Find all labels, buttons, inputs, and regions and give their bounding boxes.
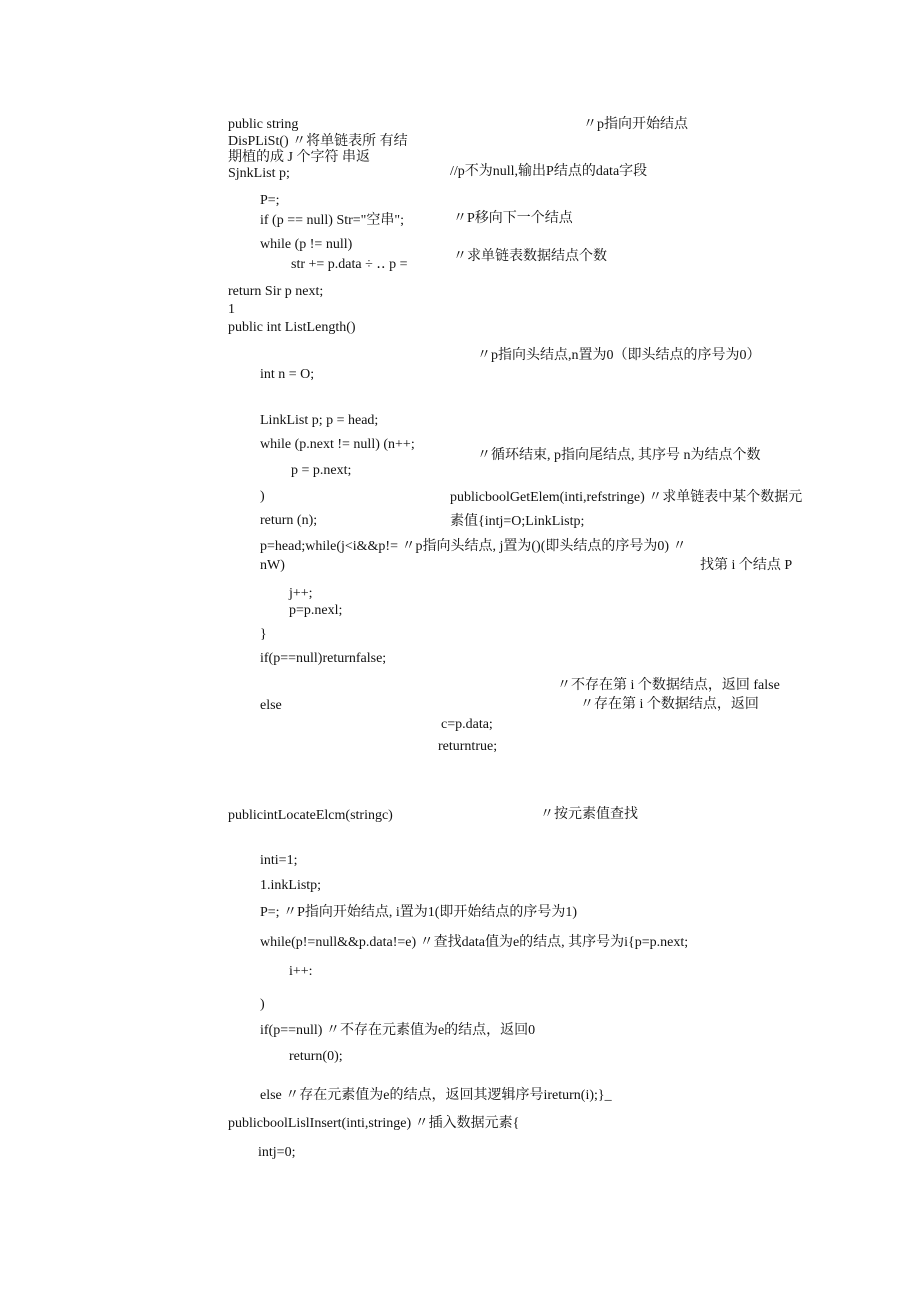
code-line: inti=1;: [260, 853, 298, 868]
code-line: c=p.data;: [441, 717, 493, 732]
code-line: }: [260, 627, 267, 642]
code-comment: 找第 i 个结点 P: [700, 558, 793, 573]
code-line: if (p == null) Str="空串";: [260, 213, 404, 228]
code-line: return Sir p next;: [228, 284, 324, 299]
code-line: while(p!=null&&p.data!=e) 〃查找data值为e的结点, 其序号为i{p=p.next;: [260, 935, 689, 950]
code-line: LinkList p; p = head;: [260, 413, 379, 428]
code-line: return (n);: [260, 513, 318, 528]
code-comment: 〃循环结束, p指向尾结点, 其序号 n为结点个数: [477, 448, 761, 463]
code-line: public string: [228, 117, 299, 132]
code-line: while (p.next != null) (n++;: [260, 437, 415, 452]
code-comment: //p不为null,输出P结点的data字段: [450, 164, 648, 179]
code-line: 期植的成 J 个字符 串返: [228, 150, 370, 165]
code-line: P=; 〃P指向开始结点, i置为1(即开始结点的序号为1): [260, 905, 578, 920]
code-line: publicboolLislInsert(inti,stringe) 〃插入数据元素{: [228, 1116, 520, 1131]
code-line: nW): [260, 558, 285, 573]
code-line: publicboolGetElem(inti,refstringe) 〃求单链表中某个数据元: [450, 490, 803, 505]
code-comment: 〃按元素值查找: [540, 807, 638, 822]
code-line: if(p==null)returnfalse;: [260, 651, 387, 666]
code-line: while (p != null): [260, 237, 353, 252]
code-line: P=;: [260, 193, 280, 208]
code-comment: 〃p指向头结点,n置为0（即头结点的序号为0）: [477, 348, 761, 363]
code-line: i++:: [289, 964, 313, 979]
code-line: 1.inkListp;: [260, 878, 322, 893]
code-line: j++;: [289, 586, 313, 601]
code-line: DisPLiSt() 〃将单链表所 有结: [228, 134, 408, 149]
code-line: return(0);: [289, 1049, 343, 1064]
code-line: returntrue;: [438, 739, 498, 754]
code-line: p=head;while(j<i&&p!= 〃p指向头结点, j置为()(即头结点的序号为0) 〃: [260, 539, 687, 554]
code-line: if(p==null) 〃不存在元素值为e的结点，返回0: [260, 1023, 536, 1038]
code-line: 1: [228, 302, 235, 317]
code-comment: 〃p指向开始结点: [583, 117, 688, 132]
code-line: else: [260, 698, 282, 713]
code-line: int n = O;: [260, 367, 315, 382]
code-comment: 〃不存在第 i 个数据结点，返回 false: [557, 678, 780, 693]
code-line: 素值{intj=O;LinkListp;: [450, 514, 585, 529]
code-line: ): [260, 489, 265, 504]
code-comment: 〃求单链表数据结点个数: [453, 249, 607, 264]
code-line: SjnkList p;: [228, 166, 290, 181]
code-line: ): [260, 997, 265, 1012]
code-line: p=p.nexl;: [289, 603, 343, 618]
code-comment: 〃P移向下一个结点: [453, 211, 573, 226]
code-line: public int ListLength(): [228, 320, 356, 335]
code-line: publicintLocateElcm(stringc): [228, 808, 393, 823]
code-line: p = p.next;: [291, 463, 352, 478]
code-line: str += p.data ÷ ‥ p =: [291, 257, 408, 272]
code-line: intj=0;: [258, 1145, 296, 1160]
code-comment: 〃存在第 i 个数据结点，返回: [580, 697, 759, 712]
code-line: else 〃存在元素值为e的结点，返回其逻辑序号ireturn(i);}_: [260, 1088, 612, 1103]
